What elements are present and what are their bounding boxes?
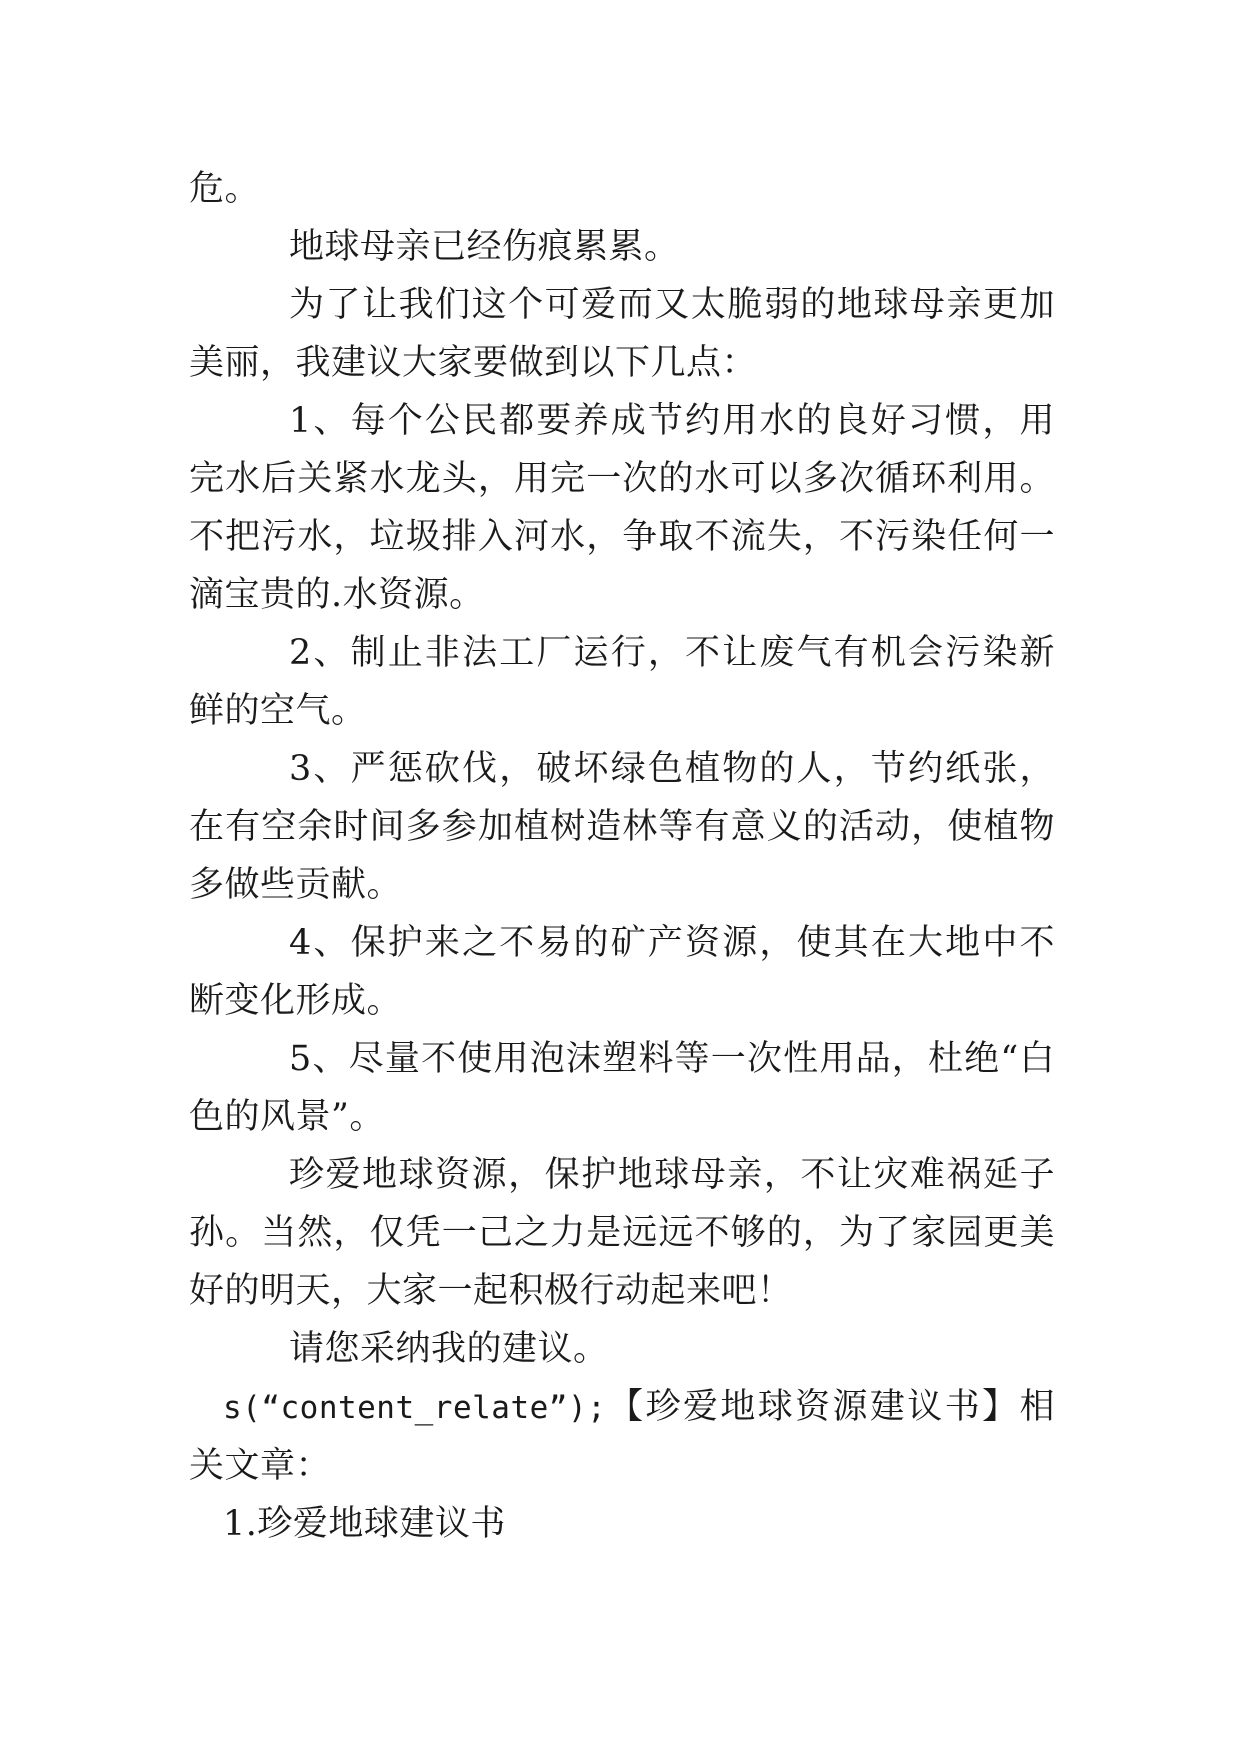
related-heading-text: 【珍爱地球资源建议书】相关文章： [189,1387,1055,1486]
paragraph: 地球母亲已经伤痕累累。 [289,227,680,267]
related-code-prefix: s(“content_relate”); [223,1390,607,1426]
suggestion-4: 4、保护来之不易的矿产资源，使其在大地中不断变化形成。 [189,923,1055,1021]
paragraph-closing: 请您采纳我的建议。 [289,1329,609,1369]
paragraph-continuation: 危。 [189,169,261,209]
suggestion-5: 5、尽量不使用泡沫塑料等一次性用品，杜绝“白色的风景”。 [189,1039,1055,1137]
document-body [189,160,1055,1553]
related-articles-heading [189,1378,1055,1495]
paragraph-conclusion: 珍爱地球资源，保护地球母亲，不让灾难祸延子孙。当然，仅凭一己之力是远远不够的，为了家园更美好的明天，大家一起积极行动起来吧！ [189,1155,1055,1311]
suggestion-3: 3、严惩砍伐，破坏绿色植物的人，节约纸张，在有空余时间多参加植树造林等有意义的活动，使植物多做些贡献。 [189,749,1055,905]
suggestion-2: 2、制止非法工厂运行，不让废气有机会污染新鲜的空气。 [189,633,1055,731]
paragraph: 为了让我们这个可爱而又太脆弱的地球母亲更加美丽，我建议大家要做到以下几点： [189,285,1055,383]
suggestion-1: 1、每个公民都要养成节约用水的良好习惯，用完水后关紧水龙头，用完一次的水可以多次循环利用。不把污水，垃圾排入河水，争取不流失，不污染任何一滴宝贵的.水资源。 [189,401,1055,615]
related-article-link[interactable]: 1.珍爱地球建议书 [223,1504,506,1544]
